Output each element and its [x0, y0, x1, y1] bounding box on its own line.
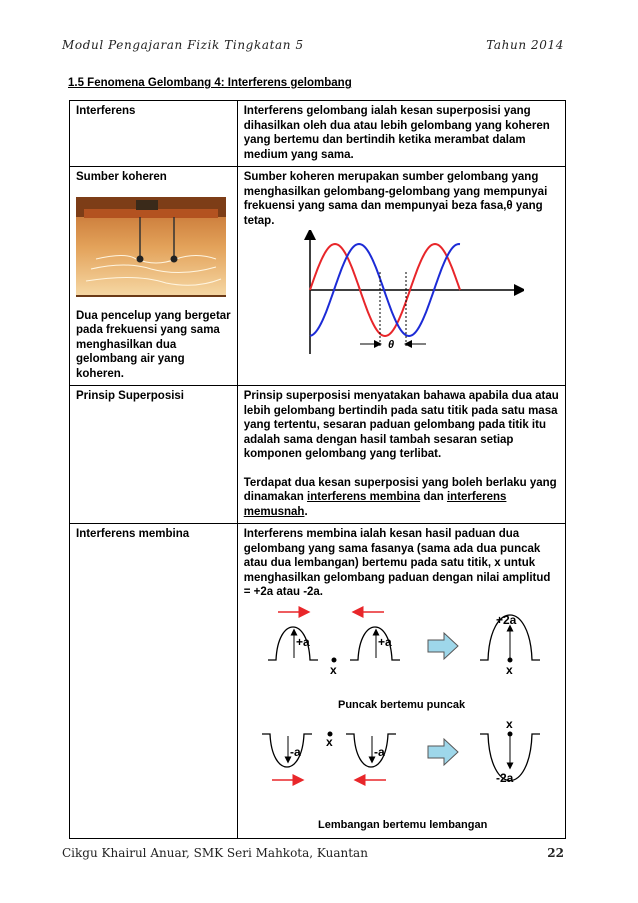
row-membina	[70, 524, 566, 839]
header-year: Tahun 2014	[486, 38, 564, 52]
def-cell-prinsip	[237, 386, 565, 524]
label-x-crest: x	[329, 662, 337, 677]
header-title: Modul Pengajaran Fizik Tingkatan 5	[62, 38, 304, 52]
footer-author: Cikgu Khairul Anuar, SMK Seri Mahkota, Kuantan	[62, 846, 368, 860]
phase-difference-graph	[304, 230, 524, 358]
hollow-arrow-trough	[428, 739, 458, 765]
crest-pulse-right	[350, 627, 400, 660]
label-x-result-trough: x	[505, 716, 513, 731]
trough-pulse-right	[346, 734, 396, 767]
term-prinsip: Prinsip Superposisi	[70, 386, 238, 524]
photo-caption: Dua pencelup yang bergetar pada frekuensi yang sama menghasilkan dua gelombang air yang koheren.	[76, 309, 231, 380]
def-cell-sumber	[237, 167, 565, 386]
label-plus-2a: +2a	[495, 612, 517, 627]
trough-pulse-left	[262, 734, 312, 767]
caption-trough: Lembangan bertemu lembangan	[317, 818, 488, 831]
label-x-result-crest: x	[505, 662, 513, 677]
row-prinsip	[70, 386, 566, 524]
hollow-arrow-crest	[428, 633, 458, 659]
def-prinsip-2a: Terdapat dua kesan superposisi yang boleh berlaku yang dinamakan	[243, 476, 557, 503]
def-prinsip-2	[244, 476, 559, 520]
term-interferens: Interferens	[70, 101, 238, 167]
def-membina: Interferens membina ialah kesan hasil paduan dua gelombang yang sama fasanya (sama ada dua puncak atau dua lembangan) bertemu pada satu titik, x untuk menghasilkan gelombang paduan dengan nilai amplitud = +2a atau -2a.	[243, 528, 551, 598]
content-table	[69, 100, 566, 839]
row-interferens	[70, 101, 566, 167]
label-minus-a-right: -a	[373, 744, 385, 759]
label-minus-a-left: -a	[289, 744, 301, 759]
label-x-trough: x	[325, 734, 333, 749]
def-prinsip-2b: dan	[420, 491, 447, 503]
section-title: 1.5 Fenomena Gelombang 4: Interferens gelombang	[68, 77, 352, 89]
superposition-diagram	[238, 606, 558, 834]
point-x-result	[507, 657, 512, 662]
caption-crest: Puncak bertemu puncak	[337, 698, 465, 711]
row-sumber-koheren	[70, 167, 566, 386]
page-number: 22	[547, 846, 564, 860]
def-interferens: Interferens gelombang ialah kesan superposisi yang dihasilkan oleh dua atau lebih gelombang yang koheren yang bertemu dan bertindih ketika merambat dalam medium yang sama.	[237, 101, 565, 167]
term-sumber: Sumber koheren	[76, 171, 167, 183]
crest-pulse-left	[268, 627, 318, 660]
theta-label: θ	[387, 339, 394, 351]
label-plus-a-left: +a	[295, 634, 310, 649]
label-plus-a-right: +a	[377, 634, 392, 649]
ripple-tank-photo	[76, 197, 226, 297]
term-membina: Interferens membina	[70, 524, 238, 839]
def-cell-membina	[237, 524, 565, 839]
label-minus-2a: -2a	[495, 770, 514, 785]
def-sumber: Sumber koheren merupakan sumber gelombang yang menghasilkan gelombang-gelombang yang mempunyai frekuensi yang sama dan mempunyai beza fasa,θ yang tetap.	[243, 171, 548, 227]
def-prinsip-1: Prinsip superposisi menyatakan bahawa apabila dua atau lebih gelombang bertindih pada satu titik pada satu masa yang tertentu, sesaran paduan gelombang pada titik itu adalah sama dengan hasil tambah sesaran setiap komponen gelombang yang terlibat.	[243, 390, 559, 460]
point-x	[331, 657, 336, 662]
link-interferens-memusnah: interferens memusnah	[243, 491, 507, 518]
term-cell-sumber	[70, 167, 238, 386]
link-interferens-membina: interferens membina	[307, 491, 421, 503]
def-prinsip-2c: .	[304, 505, 308, 518]
point-x-result-trough	[507, 731, 512, 736]
